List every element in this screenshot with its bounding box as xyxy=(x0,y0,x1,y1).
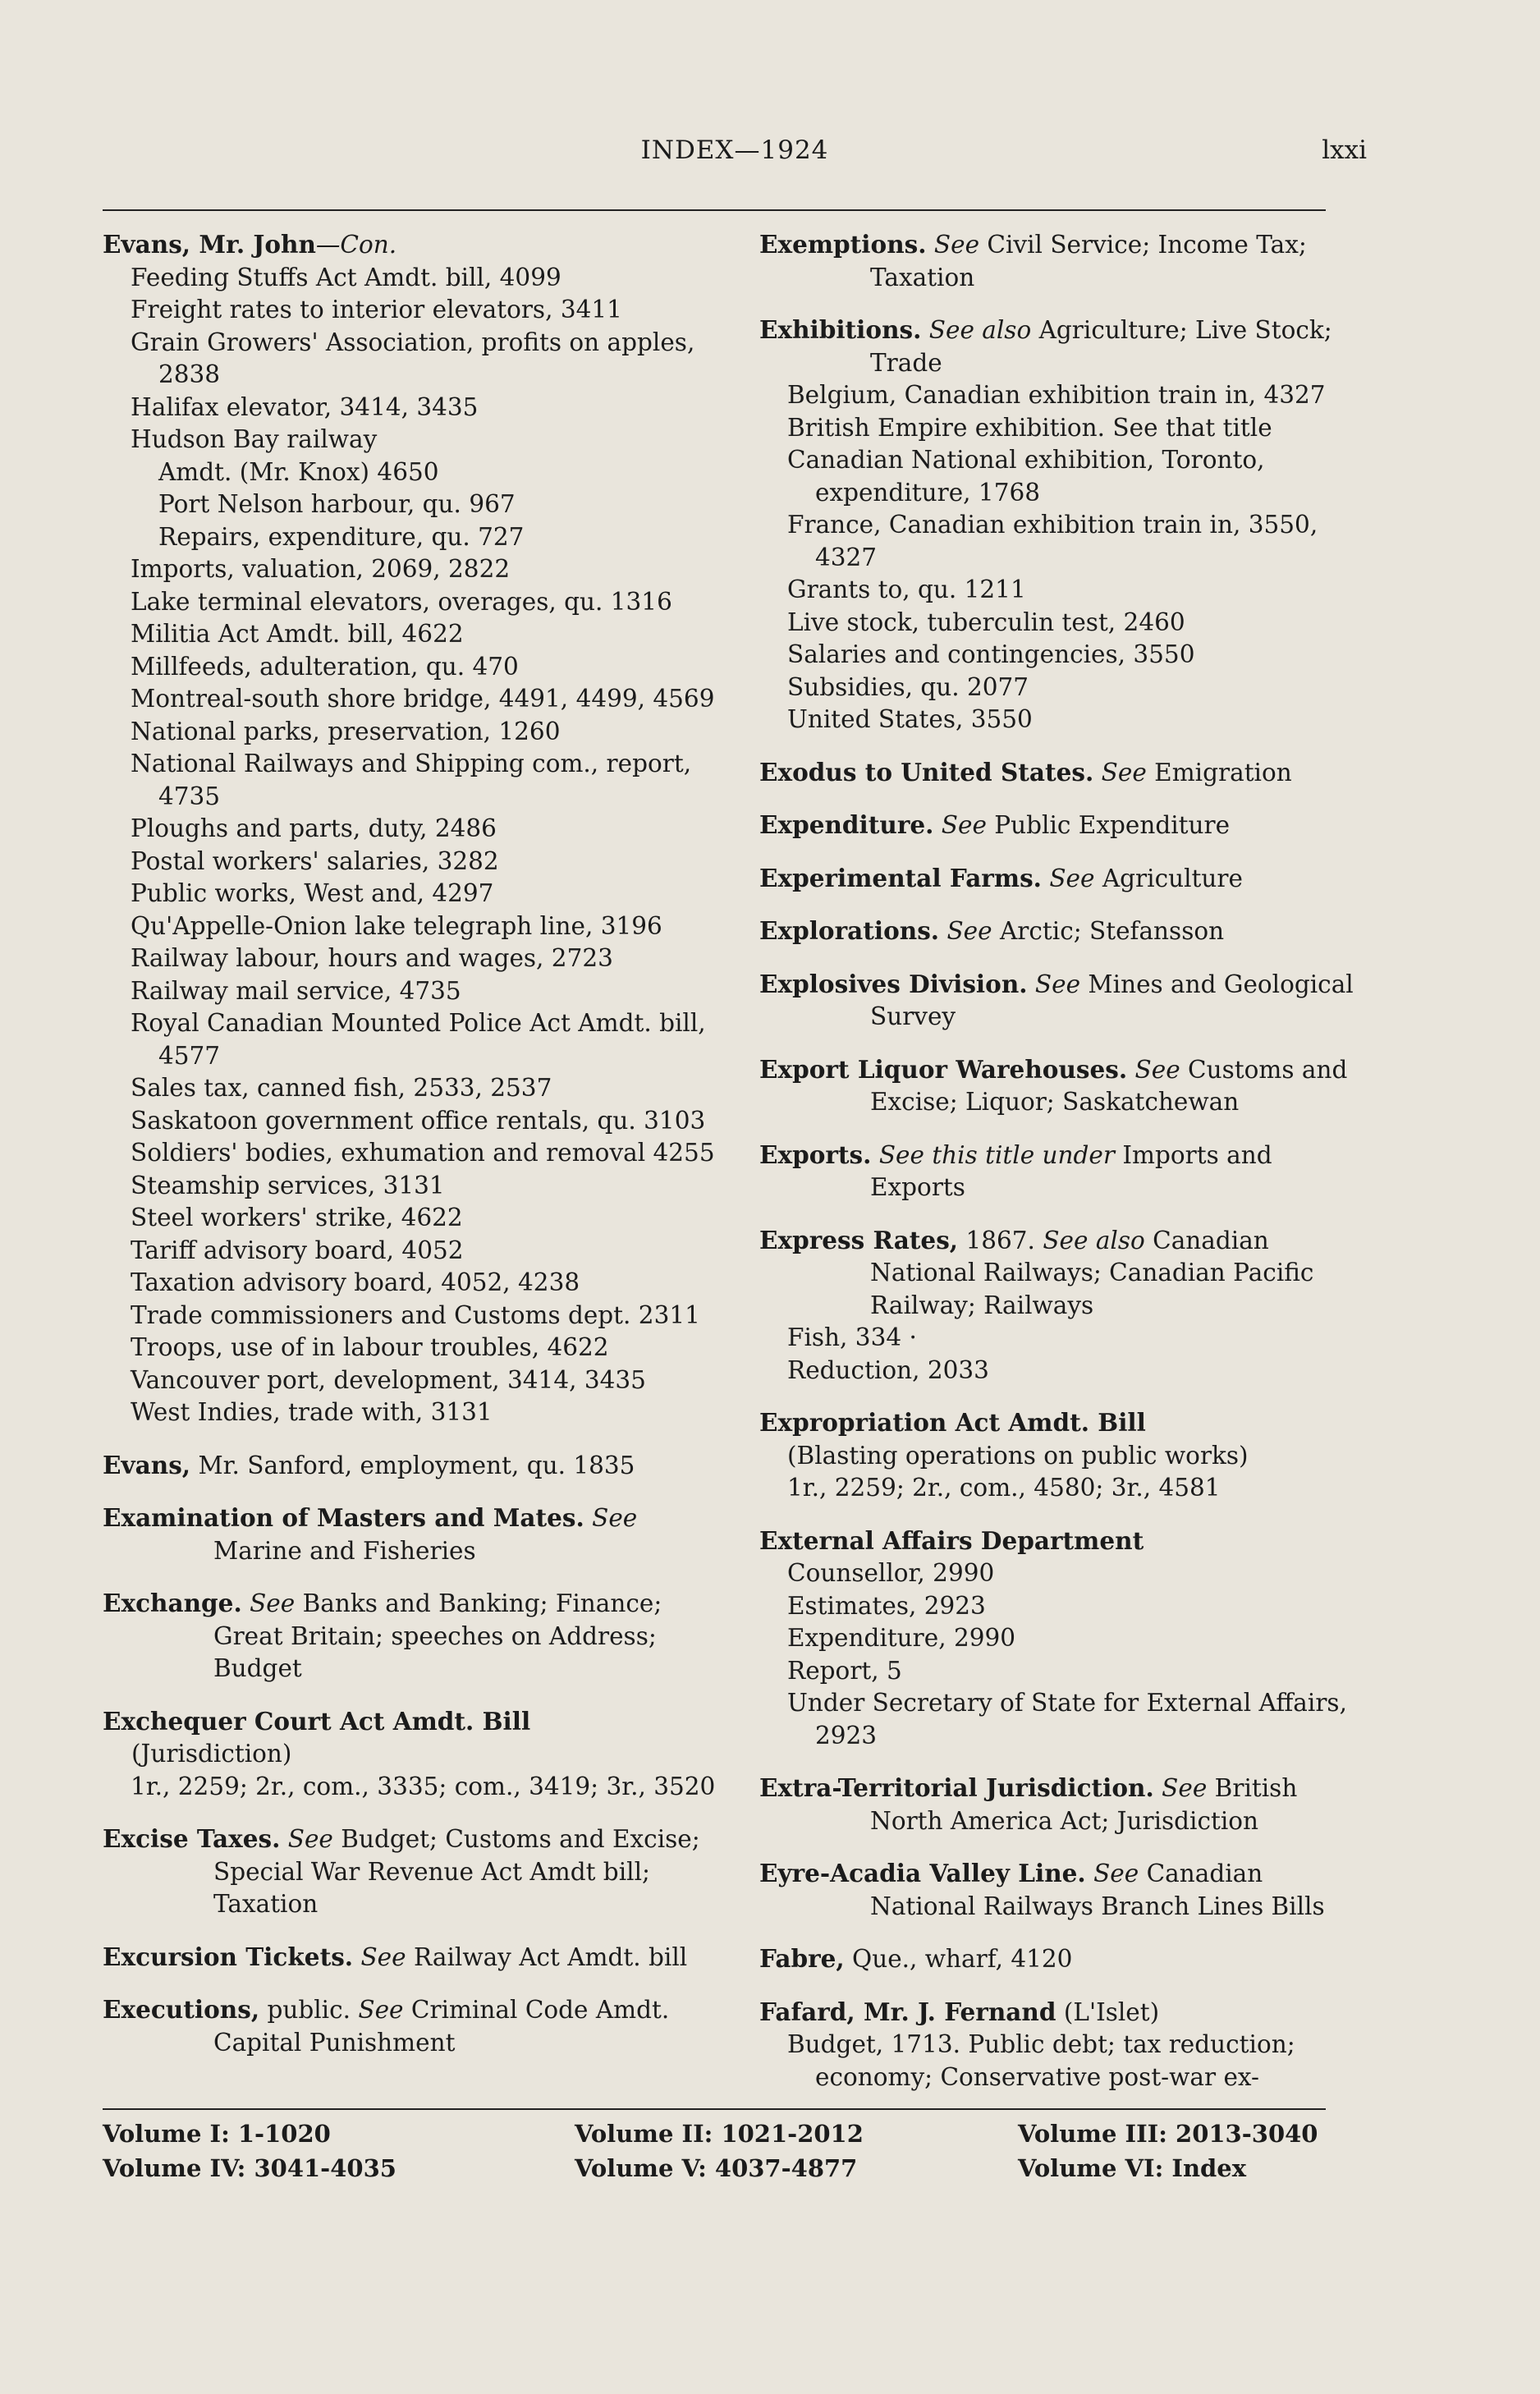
entry-heading xyxy=(759,1857,1367,1923)
cross-ref-label: See xyxy=(584,1504,638,1532)
sub-entry: Railway labour, hours and wages, 2723 xyxy=(131,944,613,972)
cross-ref-label: See this title under xyxy=(871,1140,1115,1169)
index-entry xyxy=(759,862,1367,896)
entry-heading xyxy=(759,756,1367,790)
heading-term: Exports. xyxy=(759,1140,872,1169)
sub-entry: Qu'Appelle-Onion lake telegraph line, 3196 xyxy=(131,911,662,940)
right-column xyxy=(759,228,1367,2113)
heading-term: Evans, Mr. John xyxy=(103,230,316,259)
heading-term: Examination of Masters and Mates. xyxy=(103,1503,584,1532)
entry-heading xyxy=(103,1993,726,2059)
index-entry xyxy=(103,228,726,1429)
sub-entry: Counsellor, 2990 xyxy=(787,1559,995,1587)
sub-entry: Railway mail service, 4735 xyxy=(131,976,461,1005)
heading-text: Arctic; Stefansson xyxy=(992,917,1225,945)
sub-entry: Budget, 1713. Public debt; tax reduction; economy; Conservative post-war ex- xyxy=(787,2030,1295,2091)
index-entry xyxy=(759,809,1367,842)
entry-heading xyxy=(759,1525,1367,1558)
heading-text: Que., wharf, 4120 xyxy=(844,1945,1073,1973)
sub-entry: United States, 3550 xyxy=(787,705,1033,733)
index-entry xyxy=(103,1993,726,2059)
sub-entry: Reduction, 2033 xyxy=(787,1355,989,1384)
heading-suffix: —Con. xyxy=(315,231,397,259)
index-entry xyxy=(759,756,1367,790)
sub-entry: Royal Canadian Mounted Police Act Amdt. bill, 4577 xyxy=(131,1009,706,1070)
heading-term: Export Liquor Warehouses. xyxy=(759,1054,1128,1084)
index-entry xyxy=(103,1941,726,1974)
sub-entry: Feeding Stuffs Act Amdt. bill, 4099 xyxy=(131,263,561,291)
sub-entry: Report, 5 xyxy=(787,1656,902,1685)
cross-ref-label: See xyxy=(353,1942,406,1971)
heading-text: Criminal Code Amdt. Capital Punishment xyxy=(213,1996,670,2057)
sub-entry: Montreal-south shore bridge, 4491, 4499, 4569 xyxy=(131,685,715,713)
heading-text: Agriculture; Live Stock; Trade xyxy=(870,316,1332,377)
sub-entry: France, Canadian exhibition train in, 3550, 4327 xyxy=(787,511,1318,571)
entry-heading xyxy=(103,1941,726,1974)
heading-term: Exchange. xyxy=(103,1589,242,1617)
heading-text: Emigration xyxy=(1146,758,1292,787)
sub-entry: Postal workers' salaries, 3282 xyxy=(131,846,499,875)
cross-ref-label: See also xyxy=(921,316,1032,344)
sub-entry: Sales tax, canned fish, 2533, 2537 xyxy=(131,1074,552,1102)
cross-ref-label: See xyxy=(1085,1860,1139,1887)
heading-text: Budget; Customs and Excise; Special War Revenue Act Amdt bill; Taxation xyxy=(213,1825,700,1918)
heading-text: Banks and Banking; Finance; Great Britain; speeches on Address; Budget xyxy=(213,1589,662,1682)
sub-entry: (Jurisdiction) xyxy=(131,1740,292,1768)
footer-volumes-2 xyxy=(575,2117,864,2185)
sub-entry: Soldiers' bodies, exhumation and removal 4255 xyxy=(131,1139,715,1167)
sub-entry: Ploughs and parts, duty, 2486 xyxy=(131,814,497,842)
heading-text: Agriculture xyxy=(1094,864,1243,892)
page-header xyxy=(103,135,1367,177)
cross-ref-label: See xyxy=(1127,1055,1180,1084)
entry-heading xyxy=(103,1587,726,1685)
sub-entry: Steamship services, 3131 xyxy=(131,1171,445,1199)
index-entry xyxy=(103,1705,726,1804)
sub-entry: Freight rates to interior elevators, 3411 xyxy=(131,296,622,323)
sub-entry: National parks, preservation, 1260 xyxy=(131,717,561,745)
sub-entry: Halifax elevator, 3414, 3435 xyxy=(131,392,479,421)
entry-heading xyxy=(759,915,1367,948)
sub-entry: 1r., 2259; 2r., com., 3335; com., 3419; 3r., 3520 xyxy=(131,1772,716,1800)
heading-term: Fafard, Mr. J. Fernand xyxy=(759,1997,1056,2026)
running-head: INDEX—1924 xyxy=(640,135,829,165)
index-entry xyxy=(759,1857,1367,1923)
heading-text: Civil Service; Income Tax; Taxation xyxy=(870,231,1307,291)
heading-term: Express Rates, xyxy=(759,1225,959,1254)
heading-term: Experimental Farms. xyxy=(759,863,1042,892)
heading-term: Expenditure. xyxy=(759,810,934,839)
sub-entry: Estimates, 2923 xyxy=(787,1591,986,1620)
sub-entry: Millfeeds, adulteration, qu. 470 xyxy=(131,652,519,681)
footer-line: Volume V: 4037-4877 xyxy=(575,2154,858,2182)
footer-volumes-1 xyxy=(103,2117,396,2185)
entry-heading xyxy=(759,1139,1367,1204)
heading-term: Extra-Territorial Jurisdiction. xyxy=(759,1773,1154,1802)
heading-term: Explorations. xyxy=(759,916,940,945)
index-entry xyxy=(759,1406,1367,1505)
cross-ref-label: See xyxy=(933,811,987,839)
heading-text: British North America Act; Jurisdiction xyxy=(870,1774,1298,1835)
heading-text: Public Expenditure xyxy=(986,811,1231,839)
entry-heading xyxy=(759,1053,1367,1119)
sub-entry: Saskatoon government office rentals, qu. 3103 xyxy=(131,1106,706,1135)
sub-entry: Militia Act Amdt. bill, 4622 xyxy=(131,620,464,648)
heading-text: Mines and Geological Survey xyxy=(870,970,1354,1030)
sub-entry: Fish, 334 · xyxy=(787,1323,917,1351)
cross-ref-label: See xyxy=(926,231,980,259)
index-entry xyxy=(759,228,1367,294)
top-rule xyxy=(103,209,1326,211)
heading-term: Evans, xyxy=(103,1450,191,1479)
index-entry xyxy=(759,1996,1367,2094)
sub-entry: Subsidies, qu. 2077 xyxy=(787,672,1029,701)
sub-entry: British Empire exhibition. See that title xyxy=(787,413,1272,442)
heading-term: Explosives Division. xyxy=(759,969,1028,998)
heading-text: Mr. Sanford, employment, qu. 1835 xyxy=(190,1451,635,1479)
entry-heading xyxy=(759,862,1367,896)
heading-term: Excise Taxes. xyxy=(103,1824,281,1853)
footer-line: Volume III: 2013-3040 xyxy=(1018,2120,1318,2148)
entry-heading xyxy=(759,1942,1367,1976)
sub-entry: Steel workers' strike, 4622 xyxy=(131,1204,463,1231)
heading-text: public. xyxy=(259,1996,359,2024)
cross-ref-label: See xyxy=(241,1589,296,1617)
heading-term: Exchequer Court Act Amdt. Bill xyxy=(103,1706,531,1736)
heading-term: Executions, xyxy=(103,1995,260,2024)
sub-entry: Expenditure, 2990 xyxy=(787,1624,1016,1652)
heading-term: Expropriation Act Amdt. Bill xyxy=(759,1408,1146,1437)
entry-heading xyxy=(759,1406,1367,1440)
cross-ref-label: See xyxy=(280,1825,333,1853)
sub-entry: Taxation advisory board, 4052, 4238 xyxy=(131,1268,580,1296)
heading-term: Eyre-Acadia Valley Line. xyxy=(759,1859,1086,1887)
heading-term: Excursion Tickets. xyxy=(103,1942,354,1971)
heading-term: Fabre, xyxy=(759,1944,845,1973)
heading-term: External Affairs Department xyxy=(759,1525,1144,1555)
index-entry xyxy=(759,314,1367,736)
heading-text: Imports and Exports xyxy=(870,1140,1272,1201)
left-column xyxy=(103,228,726,2079)
index-entry xyxy=(759,968,1367,1034)
heading-text: Marine and Fisheries xyxy=(213,1536,476,1565)
index-entry xyxy=(759,1772,1367,1837)
footer-volumes-3 xyxy=(1018,2117,1318,2185)
entry-heading xyxy=(759,1224,1367,1323)
cross-ref-label: See xyxy=(1027,970,1081,998)
index-entry xyxy=(103,1823,726,1921)
entry-heading xyxy=(759,968,1367,1034)
sub-entry: Lake terminal elevators, overages, qu. 1316 xyxy=(131,587,672,616)
index-entry xyxy=(759,915,1367,948)
sub-entry: West Indies, trade with, 3131 xyxy=(131,1398,493,1426)
entry-heading xyxy=(103,1502,726,1567)
sub-entry: 1r., 2259; 2r., com., 4580; 3r., 4581 xyxy=(787,1474,1221,1502)
entry-heading xyxy=(759,1996,1367,2029)
heading-text: (L'Islet) xyxy=(1056,1997,1160,2026)
entry-heading xyxy=(759,809,1367,842)
sub-entry: Public works, West and, 4297 xyxy=(131,879,494,907)
heading-text: Railway Act Amdt. bill xyxy=(406,1942,688,1971)
footer-line: Volume VI: Index xyxy=(1018,2154,1247,2182)
cross-ref-label: See xyxy=(358,1996,404,2024)
sub-entry: Amdt. (Mr. Knox) 4650 xyxy=(158,457,439,486)
entry-heading xyxy=(103,228,726,262)
sub-entry: Grain Growers' Association, profits on apples, 2838 xyxy=(131,328,695,388)
sub-entry: Tariff advisory board, 4052 xyxy=(131,1236,464,1264)
sub-entry: Trade commissioners and Customs dept. 2311 xyxy=(131,1300,700,1329)
heading-term: Exemptions. xyxy=(759,230,927,259)
index-entry xyxy=(103,1587,726,1685)
index-entry xyxy=(759,1942,1367,1976)
heading-text: 1867. xyxy=(958,1226,1043,1254)
index-entry xyxy=(759,1525,1367,1753)
sub-entry: Canadian National exhibition, Toronto, expenditure, 1768 xyxy=(787,446,1265,507)
footer-line: Volume II: 1021-2012 xyxy=(575,2120,864,2148)
entry-heading xyxy=(759,1772,1367,1837)
entry-heading xyxy=(759,314,1367,379)
sub-entry: Imports, valuation, 2069, 2822 xyxy=(131,555,511,583)
sub-entry: Repairs, expenditure, qu. 727 xyxy=(158,522,525,551)
page-number: lxxi xyxy=(1322,135,1367,165)
index-entry xyxy=(759,1139,1367,1204)
footer-line: Volume I: 1-1020 xyxy=(103,2120,331,2148)
index-entry xyxy=(759,1053,1367,1119)
sub-entry: Under Secretary of State for External Affairs, 2923 xyxy=(787,1689,1347,1750)
entry-heading xyxy=(103,1449,726,1483)
cross-ref-label: See xyxy=(1153,1774,1208,1802)
sub-entry: Live stock, tuberculin test, 2460 xyxy=(787,608,1185,636)
sub-entry: Belgium, Canadian exhibition train in, 4327 xyxy=(787,381,1326,409)
cross-ref-label: See xyxy=(1093,758,1147,787)
footer-line: Volume IV: 3041-4035 xyxy=(103,2154,396,2182)
heading-term: Exhibitions. xyxy=(759,315,922,344)
sub-entry: Salaries and contingencies, 3550 xyxy=(787,640,1195,668)
sub-entry: Hudson Bay railway xyxy=(131,425,378,453)
sub-entry: Troops, use of in labour troubles, 4622 xyxy=(131,1333,609,1361)
cross-ref-label: See xyxy=(939,917,992,945)
heading-term: Exodus to United States. xyxy=(759,757,1094,787)
heading-text: Customs and Excise; Liquor; Saskatchewan xyxy=(870,1055,1348,1116)
index-entry xyxy=(759,1224,1367,1387)
entry-heading xyxy=(103,1705,726,1739)
heading-text: Canadian National Railways; Canadian Pacific Railway; Railways xyxy=(870,1226,1314,1319)
sub-entry: National Railways and Shipping com., report, 4735 xyxy=(131,750,692,810)
entry-heading xyxy=(103,1823,726,1921)
sub-entry: Grants to, qu. 1211 xyxy=(787,576,1026,603)
sub-entry: Port Nelson harbour, qu. 967 xyxy=(158,490,516,518)
index-entry xyxy=(103,1449,726,1483)
bottom-rule xyxy=(103,2108,1326,2110)
heading-text: Canadian National Railways Branch Lines Bills xyxy=(870,1860,1325,1920)
index-entry xyxy=(103,1502,726,1567)
sub-entry: (Blasting operations on public works) xyxy=(787,1441,1249,1470)
entry-heading xyxy=(759,228,1367,294)
sub-entry: Vancouver port, development, 3414, 3435 xyxy=(131,1365,646,1394)
cross-ref-label: See also xyxy=(1043,1226,1145,1254)
cross-ref-label: See xyxy=(1041,864,1095,892)
